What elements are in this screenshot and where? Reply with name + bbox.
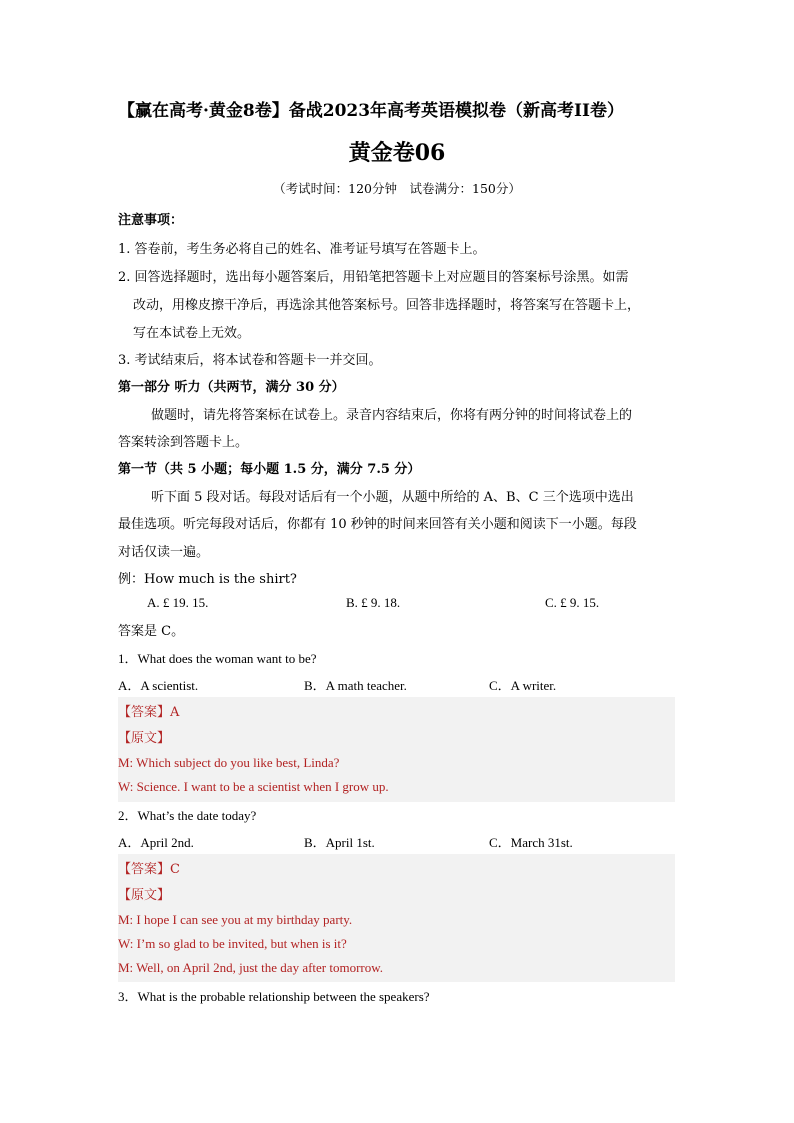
notice-item: 1. 答卷前，考生务必将自己的姓名、准考证号填写在答题卡上。 [118, 242, 486, 257]
exam-info: （考试时间：120分钟 试卷满分：150分） [273, 181, 521, 196]
notice-item: 改动，用橡皮擦干净后，再选涂其他答案标号。回答非选择题时，将答案写在答题卡上， [133, 298, 641, 313]
question: 3．What is the probable relationship between the speakers? [118, 989, 430, 1004]
example-option: B. £ 9. 18. [346, 595, 401, 610]
transcript-line: M: I hope I can see you at my birthday party. [118, 912, 353, 927]
notice-item: 写在本试卷上无效。 [133, 326, 251, 341]
transcript-line: M: Well, on April 2nd, just the day after tomorrow. [118, 960, 384, 975]
notice-item: 2. 回答选择题时，选出每小题答案后，用铅笔把答题卡上对应题目的答案标号涂黑。如需 [118, 270, 629, 285]
example-option: A. £ 19. 15. [147, 595, 209, 610]
question-option: A．A scientist. [118, 678, 199, 693]
section1-heading: 第一节（共 5 小题；每小题 1.5 分，满分 7.5 分） [118, 462, 421, 477]
section1-intro: 最佳选项。听完每段对话后，你都有 10 秒钟的时间来回答有关小题和阅读下一小题。每段 [118, 517, 637, 532]
question-option: C．A writer. [489, 678, 557, 693]
question-option: A．April 2nd. [118, 835, 194, 850]
question-option: B．A math teacher. [304, 678, 407, 693]
doc-title: 【赢在高考·黄金8卷】备战2023年高考英语模拟卷（新高考II卷） [118, 101, 624, 121]
doc-subtitle: 黄金卷06 [348, 140, 446, 166]
question-option: C．March 31st. [489, 835, 573, 850]
transcript-line: W: I’m so glad to be invited, but when is it? [118, 936, 347, 951]
part1-intro: 做题时，请先将答案标在试卷上。录音内容结束后，你将有两分钟的时间将试卷上的 [151, 408, 633, 423]
example-answer: 答案是 C。 [118, 624, 185, 639]
answer-label: 【答案】C [118, 862, 180, 877]
question: 2．What’s the date today? [118, 808, 257, 823]
question-option: B．April 1st. [304, 835, 375, 850]
section1-intro: 对话仅读一遍。 [118, 545, 210, 560]
part1-intro: 答案转涂到答题卡上。 [118, 435, 249, 450]
source-label: 【原文】 [118, 731, 171, 746]
transcript-line: W: Science. I want to be a scientist when I grow up. [118, 779, 389, 794]
answer-label: 【答案】A [118, 705, 180, 720]
question: 1．What does the woman want to be? [118, 651, 317, 666]
example-option: C. £ 9. 15. [545, 595, 600, 610]
section1-intro: 听下面 5 段对话。每段对话后有一个小题，从题中所给的 A、B、C 三个选项中选出 [151, 490, 634, 505]
example-question: 例：How much is the shirt? [118, 572, 297, 587]
transcript-line: M: Which subject do you like best, Linda? [118, 755, 340, 770]
notice-item: 3. 考试结束后，将本试卷和答题卡一并交回。 [118, 353, 382, 368]
notice-heading: 注意事项： [118, 213, 184, 228]
source-label: 【原文】 [118, 888, 171, 903]
part1-heading: 第一部分 听力（共两节，满分 30 分） [118, 380, 345, 395]
